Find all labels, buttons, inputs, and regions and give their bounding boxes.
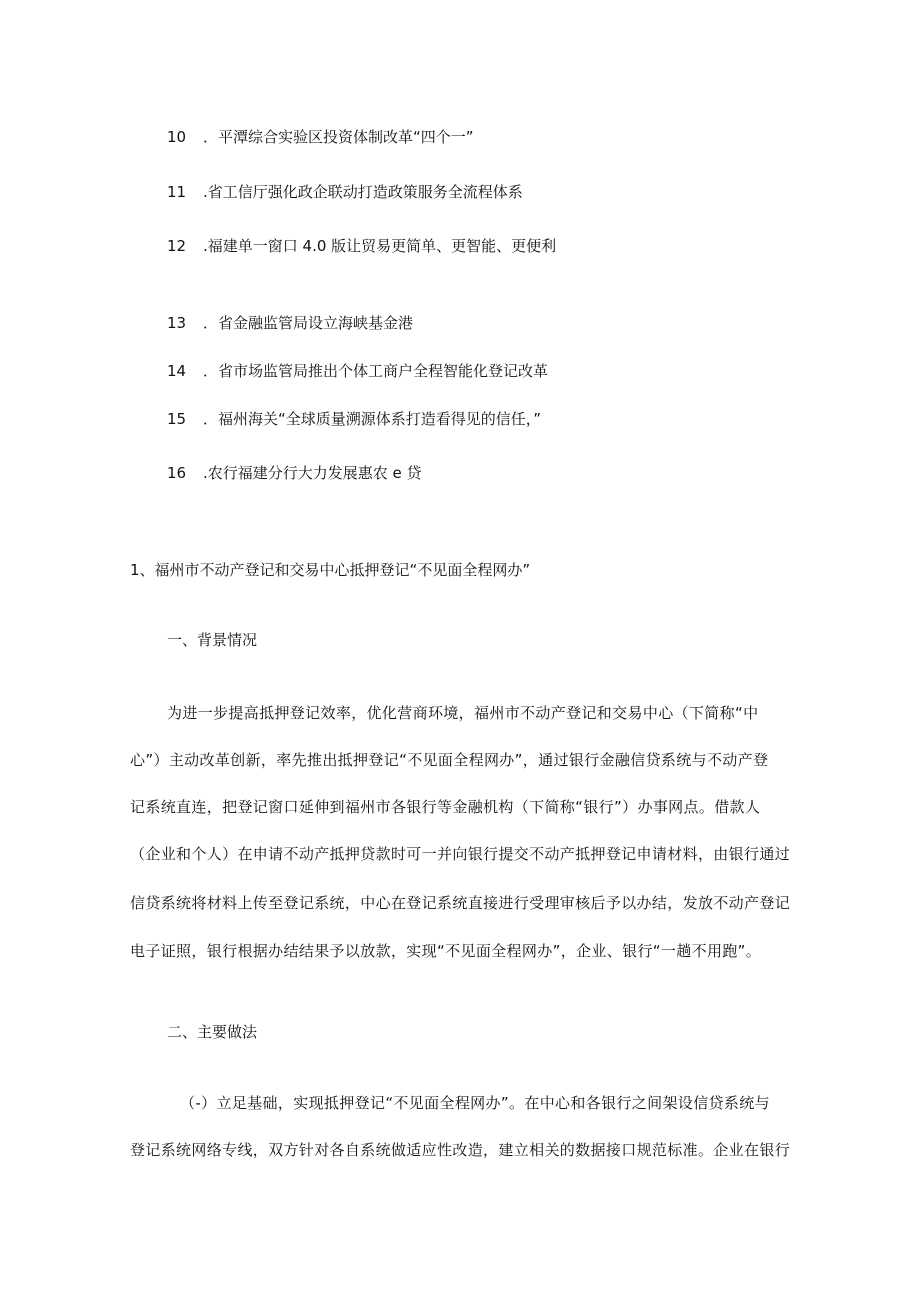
toc-item [167, 182, 523, 202]
toc-item-number: 10 [167, 128, 187, 146]
toc-item-text: ．省市场监管局推出个体工商户全程智能化登记改革 [203, 362, 549, 380]
toc-item-number: 13 [167, 314, 187, 332]
toc-item [167, 313, 413, 333]
toc-item-text: ．平潭综合实验区投资体制改革“四个一” [203, 128, 474, 146]
toc-item-number: 11 [167, 183, 187, 201]
paragraph-line: 记系统直连，把登记窗口延伸到福州市各银行等金融机构（下简称“银行”）办事网点。借款人 [130, 798, 761, 816]
toc-item-number: 12 [167, 237, 187, 255]
toc-item [167, 127, 474, 147]
article-title: 1、福州市不动产登记和交易中心抵押登记“不见面全程网办” [130, 561, 531, 579]
paragraph-line: 信贷系统将材料上传至登记系统，中心在登记系统直接进行受理审核后予以办结，发放不动产登记 [130, 894, 791, 912]
toc-item [167, 463, 422, 483]
paragraph-line: （-）立足基础，实现抵押登记“不见面全程网办”。在中心和各银行之间架设信贷系统与 [180, 1094, 770, 1112]
paragraph-line: （企业和个人）在申请不动产抵押贷款时可一并向银行提交不动产抵押登记申请材料，由银行通过 [130, 845, 791, 863]
toc-item [167, 361, 548, 381]
toc-item-number: 16 [167, 464, 187, 482]
paragraph-line: 电子证照，银行根据办结结果予以放款，实现“不见面全程网办”，企业、银行“一趟不用跑”。 [130, 942, 762, 960]
toc-item-text: .省工信厅强化政企联动打造政策服务全流程体系 [203, 183, 523, 201]
toc-item-number: 15 [167, 410, 187, 428]
toc-item-text: ．福州海关“全球质量溯源体系打造看得见的信任，” [203, 410, 542, 428]
section-heading: 二、主要做法 [167, 1023, 258, 1041]
toc-item-number: 14 [167, 362, 187, 380]
toc-item [167, 409, 541, 429]
toc-item [167, 236, 556, 256]
toc-item-text: ．省金融监管局设立海峡基金港 [203, 314, 414, 332]
paragraph-line: 为进一步提高抵押登记效率，优化营商环境，福州市不动产登记和交易中心（下简称“中 [167, 704, 759, 722]
toc-item-text: .农行福建分行大力发展惠农 e 贷 [203, 464, 422, 482]
section-heading: 一、背景情况 [167, 631, 258, 649]
paragraph-line: 登记系统网络专线，双方针对各自系统做适应性改造，建立相关的数据接口规范标准。企业在银行 [130, 1141, 791, 1159]
paragraph-line: 心”）主动改革创新，率先推出抵押登记“不见面全程网办”，通过银行金融信贷系统与不动产登 [130, 751, 769, 769]
toc-item-text: .福建单一窗口 4.0 版让贸易更简单、更智能、更便利 [203, 237, 557, 255]
